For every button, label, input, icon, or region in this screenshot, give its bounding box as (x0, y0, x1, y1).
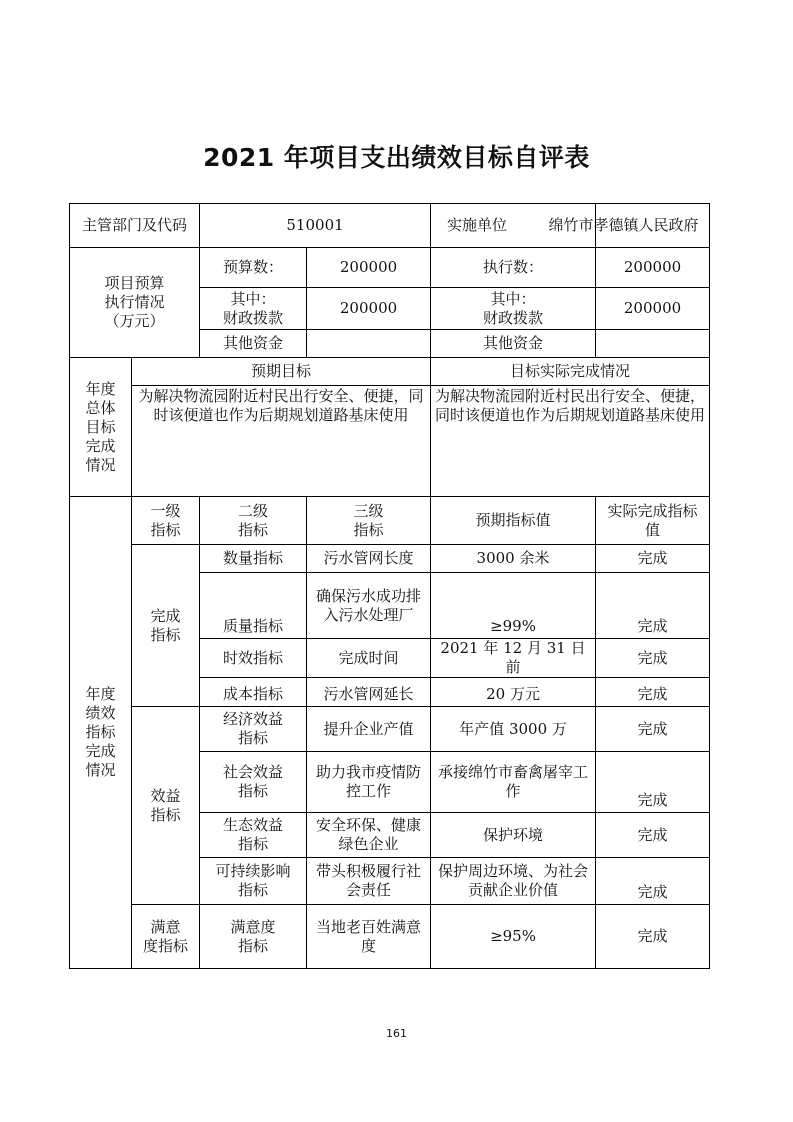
exec-value: 200000 (596, 248, 710, 288)
level2-cell: 生态效益 指标 (200, 813, 307, 858)
actual-cell: 完成 (596, 707, 710, 752)
expected-cell: 20 万元 (431, 678, 596, 707)
expected-goal-text: 为解决物流园附近村民出行安全、便捷，同时该便道也作为后期规划道路基床使用 (132, 386, 431, 497)
dept-label: 主管部门及代码 (70, 204, 200, 248)
expected-cell: ≥99% (431, 573, 596, 639)
overall-header-row (70, 358, 710, 386)
indicator-header-row (70, 497, 710, 545)
page-title: 2021 年项目支出绩效目标自评表 (203, 143, 590, 172)
fiscal-label: 其中： 财政拨款 (200, 288, 307, 330)
unit-name-cell (548, 204, 710, 248)
expected-cell: 年产值 3000 万 (431, 707, 596, 752)
unit-name: 绵竹市孝德镇人民政府 (548, 216, 699, 234)
level3-cell: 污水管网长度 (307, 545, 431, 573)
overall-text-row (70, 386, 710, 497)
actual-cell: 完成 (596, 813, 710, 858)
level3-cell: 安全环保、健康绿色企业 (307, 813, 431, 858)
level2-cell: 时效指标 (200, 639, 307, 678)
expected-cell: 保护周边环境、为社会贡献企业价值 (431, 858, 596, 905)
benefit-indicator-label: 效益 指标 (132, 707, 200, 905)
level2-cell: 质量指标 (200, 573, 307, 639)
budget-row (70, 248, 710, 288)
overall-section-label: 年度 总体 目标 完成 情况 (70, 358, 132, 497)
level3-cell: 提升企业产值 (307, 707, 431, 752)
level2-cell: 社会效益 指标 (200, 752, 307, 813)
level2-cell: 可持续影响 指标 (200, 858, 307, 905)
table-row (70, 707, 710, 752)
exec-label: 执行数： (431, 248, 596, 288)
actual-cell: 完成 (596, 905, 710, 969)
level3-header: 三级 指标 (307, 497, 431, 545)
performance-section-label: 年度 绩效 指标 完成 情况 (70, 497, 132, 969)
expected-cell: ≥95% (431, 905, 596, 969)
satisfaction-indicator-label: 满意 度指标 (132, 905, 200, 969)
fiscal-exec: 200000 (596, 288, 710, 330)
level2-cell: 满意度 指标 (200, 905, 307, 969)
level3-cell: 当地老百姓满意度 (307, 905, 431, 969)
expected-cell: 2021 年 12 月 31 日前 (431, 639, 596, 678)
level3-cell: 污水管网延长 (307, 678, 431, 707)
level1-header: 一级 指标 (132, 497, 200, 545)
level2-cell: 数量指标 (200, 545, 307, 573)
expected-cell: 保护环境 (431, 813, 596, 858)
actual-cell: 完成 (596, 752, 710, 813)
unit-label: 实施单位 (431, 204, 596, 248)
other-budget (307, 330, 431, 358)
expected-cell: 承接绵竹市畜禽屠宰工作 (431, 752, 596, 813)
table-row (70, 905, 710, 969)
level2-cell: 经济效益 指标 (200, 707, 307, 752)
actual-cell: 完成 (596, 858, 710, 905)
level3-cell: 助力我市疫情防控工作 (307, 752, 431, 813)
level3-cell: 带头积极履行社会责任 (307, 858, 431, 905)
level2-cell: 成本指标 (200, 678, 307, 707)
dept-code: 510001 (200, 204, 431, 248)
actual-cell: 完成 (596, 678, 710, 707)
actual-value-header: 实际完成指标 值 (596, 497, 710, 545)
budget-value: 200000 (307, 248, 431, 288)
level3-cell: 完成时间 (307, 639, 431, 678)
header-row (70, 204, 710, 248)
actual-cell: 完成 (596, 573, 710, 639)
other-exec-label: 其他资金 (431, 330, 596, 358)
table-row (70, 545, 710, 573)
budget-label: 预算数： (200, 248, 307, 288)
actual-goal-header: 目标实际完成情况 (431, 358, 710, 386)
fiscal-budget: 200000 (307, 288, 431, 330)
expected-value-header: 预期指标值 (431, 497, 596, 545)
expected-goal-header: 预期目标 (132, 358, 431, 386)
actual-goal-text: 为解决物流园附近村民出行安全、便捷，同时该便道也作为后期规划道路基床使用 (431, 386, 710, 497)
fiscal-exec-label: 其中： 财政拨款 (431, 288, 596, 330)
level3-cell: 确保污水成功排入污水处理厂 (307, 573, 431, 639)
other-label: 其他资金 (200, 330, 307, 358)
completion-indicator-label: 完成 指标 (132, 545, 200, 707)
level2-header: 二级 指标 (200, 497, 307, 545)
other-exec (596, 330, 710, 358)
expected-cell: 3000 余米 (431, 545, 596, 573)
actual-cell: 完成 (596, 639, 710, 678)
page-number: 161 (386, 1027, 407, 1040)
performance-table (69, 203, 710, 969)
actual-cell: 完成 (596, 545, 710, 573)
budget-section-label: 项目预算 执行情况 （万元） (70, 248, 200, 358)
